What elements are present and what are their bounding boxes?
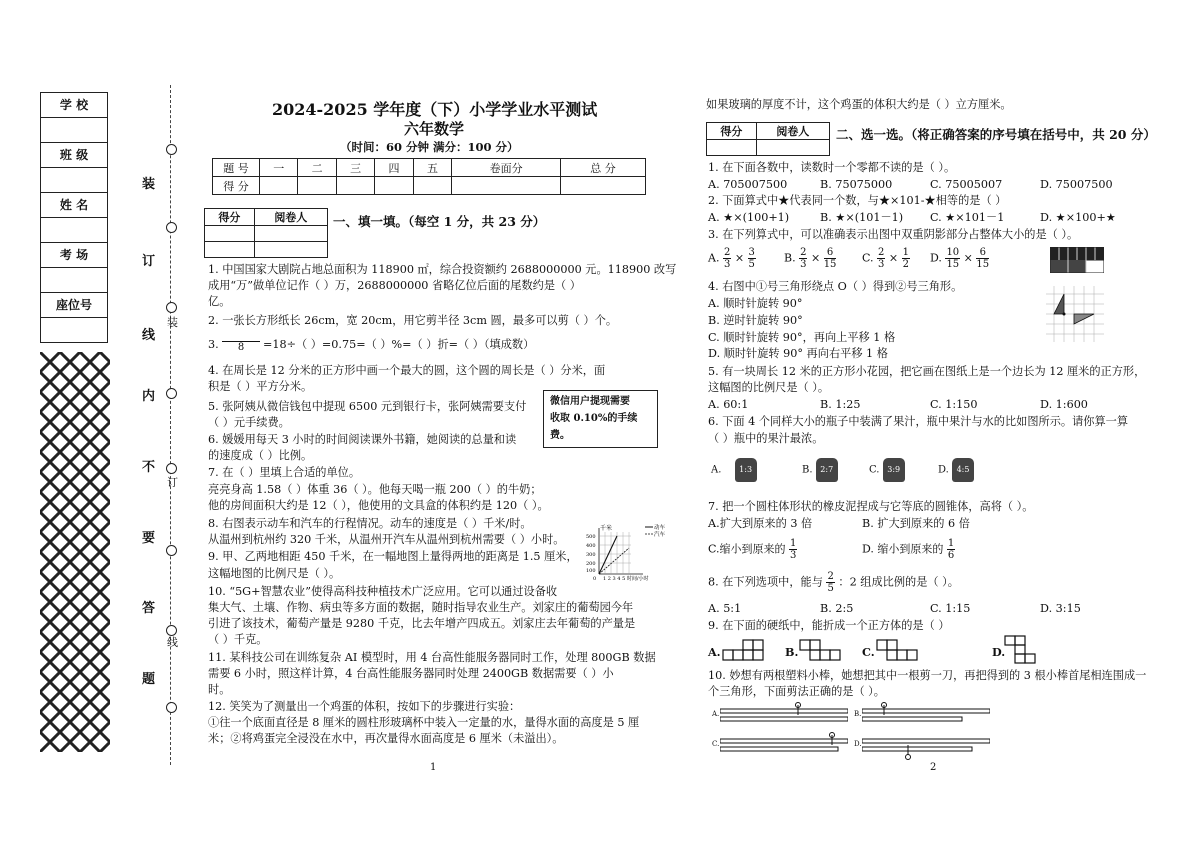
option[interactable]: C. (712, 740, 720, 748)
question-line: 1. 在下面各数中，读数时一个零都不读的是（ ）。 (708, 161, 956, 174)
option[interactable]: D. (854, 740, 862, 748)
option[interactable]: D. $\frac{10}{15}$ × $\frac{6}{15}$ (930, 247, 990, 270)
grader-input-cell[interactable] (254, 242, 327, 258)
frac-num: 2 (878, 247, 885, 258)
option[interactable]: A. (712, 710, 720, 718)
score-input-cell[interactable] (452, 177, 561, 195)
option[interactable] (708, 538, 797, 561)
question-line: 6. 媛媛用每天 3 小时的时间阅读课外书籍，她阅读的总量和读 (208, 433, 517, 446)
question-line: 10. “5G+智慧农业”使得高科技种植技术广泛应用。它可以通过设备收 (208, 585, 558, 598)
chart-ylabel: 千米 (600, 525, 613, 532)
binding-hole-icon (166, 222, 177, 233)
frac-num: 1 (902, 247, 909, 258)
question-line (708, 571, 959, 594)
option-label: C. (869, 464, 880, 476)
time-info: （时间：60 分钟 满分：100 分） (340, 140, 519, 154)
score-table-cell: 题 号 (213, 159, 260, 177)
subject-title: 六年数学 (404, 120, 465, 138)
score-table-cell: 卷面分 (452, 159, 561, 177)
frac-den: 5 (827, 583, 834, 594)
chart-tick: 300 (586, 552, 596, 558)
chart-legend: 动车 (654, 525, 666, 531)
exam-room-label: 考 场 (41, 243, 107, 268)
binding-dashed-line (170, 85, 171, 765)
score-table-cell: 五 (413, 159, 451, 177)
q3-prefix: 3. (208, 338, 219, 351)
frac-den: 15 (823, 259, 837, 270)
question-line: 9. 甲、乙两地相距 450 千米，在一幅地图上量得两地的距离是 1.5 厘米， (208, 550, 578, 563)
option[interactable]: D. 顺时针旋转 90° 再向右平移 1 格 (708, 347, 888, 360)
score-label: 得分 (205, 209, 255, 226)
option-label: B. (802, 464, 813, 476)
score-input-cell[interactable] (205, 226, 255, 242)
option[interactable]: C. 顺时针旋转 90°，再向上平移 1 格 (708, 331, 896, 344)
grader-input-cell[interactable] (254, 226, 327, 242)
score-table-cell: 四 (375, 159, 413, 177)
option[interactable]: D. (992, 645, 1006, 659)
option[interactable] (862, 538, 955, 561)
question-line: 这幅图的比例尺是（ ）。 (708, 381, 830, 394)
frac-num: 2 (827, 571, 834, 582)
option-label: B. (784, 251, 796, 265)
binding-char: 要 (142, 531, 156, 546)
score-table-cell: 三 (336, 159, 374, 177)
binding-char: 装 (167, 316, 178, 329)
section2-score-table (706, 122, 830, 156)
option[interactable]: B. (854, 710, 862, 718)
class-field[interactable] (41, 168, 107, 193)
option[interactable]: B. ★×(101－1) (820, 211, 904, 224)
option[interactable]: C. 75005007 (930, 178, 1003, 191)
score-table (212, 158, 646, 195)
option[interactable]: A. 60:1 (708, 398, 749, 411)
binding-char: 装 (142, 177, 156, 192)
question-line: 8. 右图表示动车和汽车的行程情况。动车的速度是（ ）千米/时。 (208, 517, 532, 530)
option[interactable]: C. (862, 645, 875, 659)
option[interactable]: D. 75007500 (1040, 178, 1113, 191)
option[interactable]: D. 3:15 (1040, 602, 1081, 615)
travel-chart (583, 522, 678, 584)
chart-xticks: 1 2 3 4 5 时间/小时 (603, 576, 649, 582)
score-input-cell[interactable] (707, 140, 757, 156)
option-label: D. (930, 251, 942, 265)
binding-hole-icon (166, 463, 177, 474)
question-line: 米；②将鸡蛋完全浸没在水中，再次量得水面高度是 6 厘米（未溢出）。 (208, 732, 564, 745)
section1-score-table (204, 208, 328, 258)
question-line: 集大气、土壤、作物、病虫等多方面的数据，随时指导农业生产。刘家庄的葡萄园今年 (208, 601, 634, 614)
shaded-grid-figure (1050, 247, 1104, 273)
binding-char: 订 (167, 476, 178, 489)
binding-hole-icon (166, 388, 177, 399)
page-number: 1 (430, 762, 437, 773)
question-line: 亿。 (208, 295, 231, 308)
frac-den: 3 (800, 259, 807, 270)
frac-den: 15 (946, 259, 960, 270)
name-label: 姓 名 (41, 193, 107, 218)
option[interactable]: C. ★×101－1 (930, 211, 1005, 224)
option[interactable]: A. 705007500 (708, 178, 788, 191)
question-line: 12. 笑笑为了测量出一个鸡蛋的体积，按如下的步骤进行实验： (208, 700, 521, 713)
score-table-cell: 总 分 (561, 159, 646, 177)
question-line: 9. 在下面的硬纸中，能折成一个正方体的是（ ） (708, 619, 950, 632)
option[interactable]: D. 1:600 (1040, 398, 1088, 411)
q3-blank-numerator[interactable] (222, 330, 260, 342)
question-line: 亮亮身高 1.58（ ）体重 36（ ）。他每天喝一瓶 200（ ）的牛奶； (208, 483, 542, 496)
fee-note-line: 微信用户提现需要 (550, 396, 630, 407)
option[interactable]: C. $\frac{2}{3}$ × $\frac{1}{2}$ (862, 247, 909, 270)
question-line: 积是（ ）平方分米。 (208, 380, 313, 393)
cube-net-icon (1004, 634, 1036, 664)
frac-den: 3 (790, 550, 797, 561)
q3-denominator: 8 (237, 342, 245, 353)
option[interactable]: A. 顺时针旋转 90° (708, 297, 803, 310)
question-line: 4. 在周长是 12 分米的正方形中画一个最大的圆，这个圆的周长是（ ）分米，面 (208, 364, 606, 377)
option[interactable]: B. $\frac{2}{3}$ × $\frac{6}{15}$ (784, 247, 837, 270)
seat-field[interactable] (41, 318, 107, 342)
binding-char: 答 (142, 601, 156, 616)
question-line: 成用“万”做单位记作（ ）万，2688000000 省略亿位后面的尾数约是（ ） (208, 279, 581, 292)
frac-den: 6 (947, 550, 955, 561)
question-line: 时。 (208, 683, 231, 696)
frac-num: 3 (748, 247, 755, 258)
question-line: 7. 在（ ）里填上合适的单位。 (208, 466, 361, 479)
stick-cut-figure (862, 732, 990, 762)
option[interactable]: A. $\frac{2}{3}$ × $\frac{3}{5}$ (708, 247, 755, 270)
juice-bottle-icon: 2:7 (816, 458, 838, 482)
chart-tick: 400 (586, 543, 596, 549)
question-line: 6. 下面 4 个同样大小的瓶子中装满了果汁，瓶中果汁与水的比如图所示。请你算一算 (708, 415, 1129, 428)
binding-char: 线 (167, 636, 178, 649)
binding-char: 题 (142, 672, 156, 687)
fee-note-line: 收取 0.10%的手续 (550, 413, 638, 424)
question-line: 10. 妙想有两根塑料小棒，她想把其中一根剪一刀，再把得到的 3 根小棒首尾相连围成一 (708, 669, 1147, 682)
juice-bottle-icon: 4:5 (952, 458, 974, 482)
chart-legend: 汽车 (654, 532, 666, 538)
frac-den: 15 (976, 259, 990, 270)
name-field[interactable] (41, 218, 107, 243)
exam-title: 2024-2025 学年度（下）小学学业水平测试 (272, 100, 598, 119)
question-line: 11. 某科技公司在训练复杂 AI 模型时，用 4 台高性能服务器同时工作，处理 800GB 数据 (208, 651, 656, 664)
score-input-cell[interactable] (561, 177, 646, 195)
frac-num: 2 (800, 247, 807, 258)
option[interactable]: A. (708, 645, 721, 659)
question-line: 2. 下面算式中★代表同一个数，与★×101-★相等的是（ ） (708, 194, 1007, 207)
grader-input-cell[interactable] (756, 140, 829, 156)
option[interactable] (938, 458, 974, 482)
cube-net-icon (876, 636, 918, 662)
option-text: D. 缩小到原来的 (862, 542, 944, 556)
score-table-cell: 二 (298, 159, 336, 177)
frac-num: 6 (824, 247, 837, 259)
class-label: 班 级 (41, 143, 107, 168)
binding-hole-icon (166, 545, 177, 556)
section1-title: 一、填一填。（每空 1 分，共 23 分） (333, 214, 546, 229)
option[interactable]: B. 扩大到原来的 6 倍 (862, 517, 970, 530)
score-input-cell[interactable] (260, 177, 298, 195)
question-line: 个三角形，下面剪法正确的是（ ）。 (708, 685, 885, 698)
section2-title: 二、选一选。（将正确答案的序号填在括号中，共 20 分） (836, 127, 1156, 142)
student-info-box (40, 92, 108, 343)
q8-suffix: ：2 组成比例的是（ ）。 (838, 575, 959, 589)
question-line: 1. 中国国家大剧院占地总面积为 118900 ㎡，综合投资额约 2688000000 元。118900 改写 (208, 263, 677, 276)
school-field[interactable] (41, 118, 107, 143)
cube-net-icon (799, 636, 841, 662)
frac-den: 2 (902, 259, 909, 270)
question-line: 这幅地图的比例尺是（ ）。 (208, 567, 341, 580)
question-line: 7. 把一个圆柱体形状的橡皮泥捏成与它等底的圆锥体，高将（ ）。 (708, 500, 1034, 513)
grader-label: 阅卷人 (756, 123, 829, 140)
option[interactable]: B. 2:5 (820, 602, 854, 615)
option[interactable]: A. ★×(100+1) (708, 211, 790, 224)
score-input-cell[interactable] (375, 177, 413, 195)
page-number: 2 (930, 762, 937, 773)
score-input-cell[interactable] (413, 177, 451, 195)
binding-char: 内 (142, 389, 156, 404)
question-line: （ ）千克。 (208, 633, 268, 646)
option[interactable]: B. 逆时针旋转 90° (708, 314, 803, 327)
frac-den: 5 (748, 259, 755, 270)
juice-bottle-icon: 3:9 (883, 458, 905, 482)
binding-hole-icon (166, 302, 177, 313)
question-line: 2. 一张长方形纸长 26cm，宽 20cm，用它剪半径 3cm 圆，最多可以剪（ ）个。 (208, 314, 618, 327)
question-line: 的速度成（ ）比例。 (208, 449, 313, 462)
q8-prefix: 8. 在下列选项中，能与 (708, 575, 823, 589)
binding-char: 不 (142, 460, 156, 475)
frac-num: 1 (947, 538, 955, 549)
binding-char: 订 (142, 254, 156, 269)
option[interactable]: A.扩大到原来的 3 倍 (708, 517, 813, 530)
question-line: 他的房间面积大约是 12（ ），他使用的文具盒的体积约是 120（ ）。 (208, 499, 549, 512)
option-label: D. (938, 464, 949, 476)
option[interactable]: D. ★×100+★ (1040, 211, 1116, 224)
binding-hole-icon (166, 144, 177, 155)
option[interactable]: C. 1:15 (930, 602, 971, 615)
triangle-rotation-figure (1046, 286, 1104, 342)
cube-net-icon (722, 636, 764, 662)
q3-fraction (222, 330, 260, 353)
question-line: 需要 6 小时，照这样计算，4 台高性能服务器同时处理 2400GB 数据需要（ ）小 (208, 667, 614, 680)
grader-label: 阅卷人 (254, 209, 327, 226)
score-table-cell: 得 分 (213, 177, 260, 195)
frac-num: 10 (946, 247, 960, 258)
stick-cut-figure (720, 732, 848, 754)
question-line: 5. 张阿姨从微信钱包中提现 6500 元到银行卡，张阿姨需要支付 (208, 400, 527, 413)
option-text: C.缩小到原来的 (708, 542, 786, 556)
question-line: 3. 在下列算式中，可以准确表示出图中双重阴影部分占整体大小的是（ ）。 (708, 228, 1079, 241)
option[interactable]: B. (785, 645, 799, 659)
score-input-cell[interactable] (205, 242, 255, 258)
option[interactable] (869, 458, 905, 482)
option[interactable] (802, 458, 838, 482)
chart-tick: 200 (586, 561, 596, 567)
score-label: 得分 (707, 123, 757, 140)
binding-char: 线 (142, 328, 156, 343)
option[interactable]: B. 75075000 (820, 178, 893, 191)
question-line: ①往一个底面直径是 8 厘米的圆柱形玻璃杯中装入一定量的水，量得水面的高度是 5 厘 (208, 716, 640, 729)
option-label: A. (708, 251, 720, 265)
frac-num: 2 (723, 247, 731, 258)
stick-cut-figure (862, 702, 990, 724)
option-label: A. (711, 464, 722, 476)
frac-den: 3 (878, 259, 885, 270)
question-line: 引进了该技术，葡萄产量是 9280 千克，比去年增产四成五。刘家庄去年葡萄的产量是 (208, 617, 636, 630)
question-line: （ ）元手续费。 (208, 416, 290, 429)
option[interactable] (711, 458, 757, 482)
chart-tick: 500 (586, 534, 596, 540)
score-input-cell[interactable] (336, 177, 374, 195)
option[interactable]: C. 1:150 (930, 398, 978, 411)
frac-num: 1 (790, 538, 797, 549)
crosshatch-pattern (40, 352, 110, 752)
option[interactable]: B. 1:25 (820, 398, 861, 411)
option-label: C. (862, 251, 874, 265)
school-label: 学 校 (41, 93, 107, 118)
fee-note-box (543, 390, 658, 448)
question-line: 5. 有一块周长 12 米的正方形小花园，把它画在图纸上是一个边长为 12 厘米的正方形， (708, 365, 1146, 378)
question-line: 4. 右图中①号三角形绕点 O（ ）得到②号三角形。 (708, 280, 963, 293)
frac-den: 3 (723, 259, 731, 270)
question-line: 从温州到杭州约 320 千米，从温州开汽车从温州到杭州需要（ ）小时。 (208, 533, 565, 546)
frac-num: 6 (976, 247, 989, 259)
question-line: （ ）瓶中的果汁最浓。 (708, 432, 824, 445)
juice-bottle-icon: 1:3 (735, 458, 757, 482)
score-table-cell: 一 (260, 159, 298, 177)
fee-note-line: 费。 (550, 430, 570, 441)
question-line: 如果玻璃的厚度不计，这个鸡蛋的体积大约是（ ）立方厘米。 (706, 98, 1012, 111)
seat-label: 座位号 (41, 293, 107, 318)
chart-tick: 0 (593, 576, 597, 582)
score-input-cell[interactable] (298, 177, 336, 195)
binding-hole-icon (166, 702, 177, 713)
option[interactable]: A. 5:1 (708, 602, 742, 615)
stick-cut-figure (720, 702, 848, 724)
question-line: =18÷（ ）=0.75=（ ）%=（ ）折=（ ）（填成数） (263, 338, 535, 351)
exam-room-field[interactable] (41, 268, 107, 293)
chart-tick: 100 (586, 568, 596, 574)
